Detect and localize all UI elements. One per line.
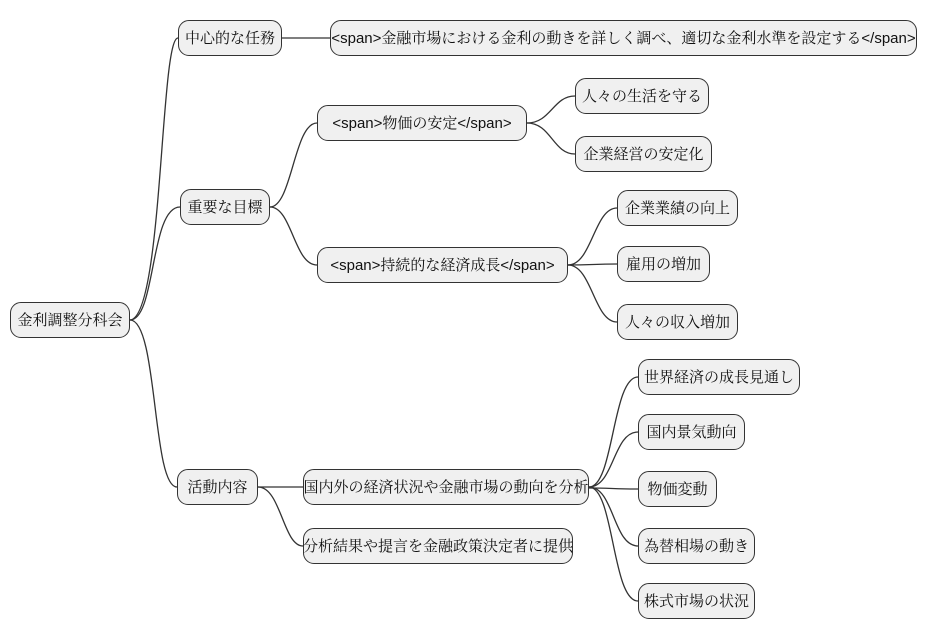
node-domestic-economy: 国内景気動向 — [638, 414, 745, 450]
node-income-increase: 人々の収入増加 — [617, 304, 738, 340]
node-task-description: <span>金融市場における金利の動きを詳しく調べ、適切な金利水準を設定する</span> — [330, 20, 917, 56]
node-price-stability: <span>物価の安定</span> — [317, 105, 527, 141]
node-price-fluctuation: 物価変動 — [638, 471, 717, 507]
connector-growth-to-employment — [568, 264, 617, 265]
node-analyze-economy: 国内外の経済状況や金融市場の動向を分析 — [303, 469, 589, 505]
connector-analyze-to-world-outlook — [589, 377, 638, 487]
node-stock-market: 株式市場の状況 — [638, 583, 755, 619]
node-root: 金利調整分科会 — [10, 302, 130, 338]
connector-growth-to-corporate-performance — [568, 208, 617, 265]
connector-analyze-to-domestic-economy — [589, 432, 638, 487]
connector-price-stability-to-stable-business — [527, 123, 575, 154]
connector-activities-to-provide — [258, 487, 303, 546]
node-stable-business: 企業経営の安定化 — [575, 136, 712, 172]
connector-price-stability-to-protect-lives — [527, 96, 575, 123]
node-employment-increase: 雇用の増加 — [617, 246, 710, 282]
node-corporate-performance: 企業業績の向上 — [617, 190, 738, 226]
connector-root-to-central-task — [130, 38, 178, 320]
connector-goals-to-price-stability — [270, 123, 317, 207]
node-important-goals: 重要な目標 — [180, 189, 270, 225]
connector-growth-to-income — [568, 265, 617, 322]
node-sustainable-growth: <span>持続的な経済成長</span> — [317, 247, 568, 283]
node-exchange-rate: 為替相場の動き — [638, 528, 755, 564]
connector-goals-to-sustainable-growth — [270, 207, 317, 265]
node-protect-lives: 人々の生活を守る — [575, 78, 709, 114]
node-activities: 活動内容 — [177, 469, 258, 505]
node-central-task: 中心的な任務 — [178, 20, 282, 56]
connector-analyze-to-exchange-rate — [589, 487, 638, 546]
node-world-economy-outlook: 世界経済の成長見通し — [638, 359, 800, 395]
node-provide-analysis: 分析結果や提言を金融政策決定者に提供 — [303, 528, 573, 564]
connector-root-to-activities — [130, 320, 177, 487]
